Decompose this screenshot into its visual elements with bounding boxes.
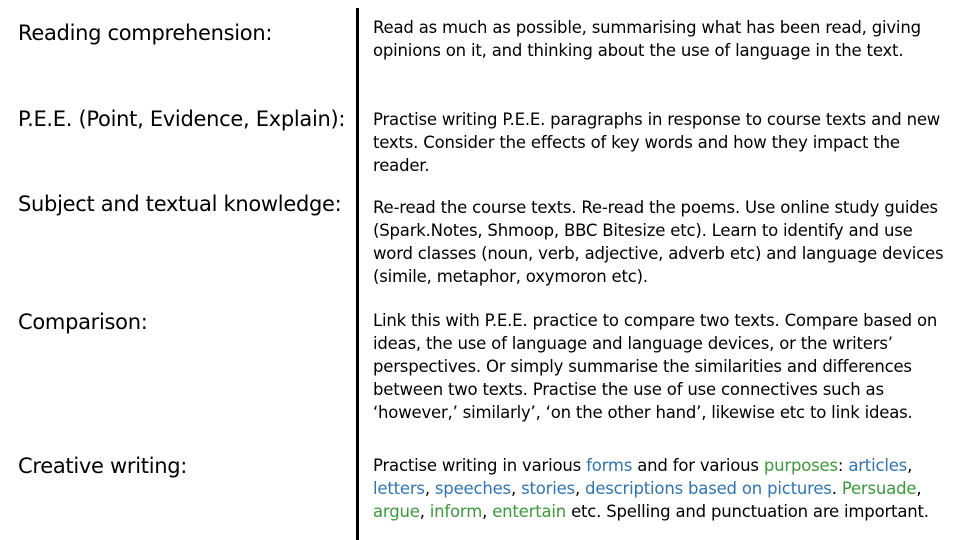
cw-sep-3: ,	[510, 479, 522, 498]
cw-sep-4: ,	[574, 479, 586, 498]
label-comparison: Comparison:	[18, 310, 148, 334]
label-subject-knowledge: Subject and textual knowledge:	[18, 192, 342, 216]
cw-sep-5: .	[831, 479, 842, 498]
desc-creative-writing	[373, 454, 951, 523]
cw-sep-7: ,	[419, 502, 430, 521]
cw-articles: articles	[848, 456, 908, 475]
cw-descriptions: descriptions based on pictures	[585, 479, 832, 498]
label-pee: P.E.E. (Point, Evidence, Explain):	[18, 107, 346, 131]
cw-purposes: purposes	[763, 456, 838, 475]
cw-entertain: entertain	[492, 502, 567, 521]
cw-inform: inform	[429, 502, 483, 521]
desc-pee: Practise writing P.E.E. paragraphs in response to course texts and new texts. Consider the effects of key words and how they impact the reader.	[373, 110, 941, 175]
desc-reading-comprehension: Read as much as possible, summarising what has been read, giving opinions on it, and thinking about the use of language in the text.	[373, 18, 921, 60]
cw-sep-8: ,	[482, 502, 493, 521]
label-creative-writing: Creative writing:	[18, 454, 188, 478]
cw-forms: forms	[586, 456, 633, 475]
column-divider	[356, 8, 359, 540]
desc-comparison: Link this with P.E.E. practice to compare two texts. Compare based on ideas, the use of language and language devices, or the writers’ perspectives. Or simply summarise the similarities and differences between two texts. Practise the use of use connectives such as ‘however,’ similarly’, ‘on the other hand’, likewise etc to link ideas.	[373, 311, 938, 422]
cw-text-2: and for various	[632, 456, 764, 475]
cw-letters: letters	[373, 479, 425, 498]
cw-sep-2: ,	[424, 479, 435, 498]
cw-stories: stories	[521, 479, 575, 498]
cw-sep-1: ,	[907, 456, 913, 475]
desc-subject-knowledge: Re-read the course texts. Re-read the poems. Use online study guides (Spark.Notes, Shmoop, BBC Bitesize etc). Learn to identify and use word classes (noun, verb, adjective, adverb etc) and language devices (simile, metaphor, oxymoron etc).	[373, 198, 944, 286]
cw-argue: argue	[373, 502, 420, 521]
cw-text-end: etc. Spelling and punctuation are important.	[566, 502, 929, 521]
cw-text-1: Practise writing in various	[373, 456, 587, 475]
cw-persuade: Persuade	[841, 479, 917, 498]
cw-sep-6: ,	[916, 479, 922, 498]
label-reading-comprehension: Reading comprehension:	[18, 21, 273, 45]
cw-text-3: :	[837, 456, 849, 475]
cw-speeches: speeches	[434, 479, 511, 498]
